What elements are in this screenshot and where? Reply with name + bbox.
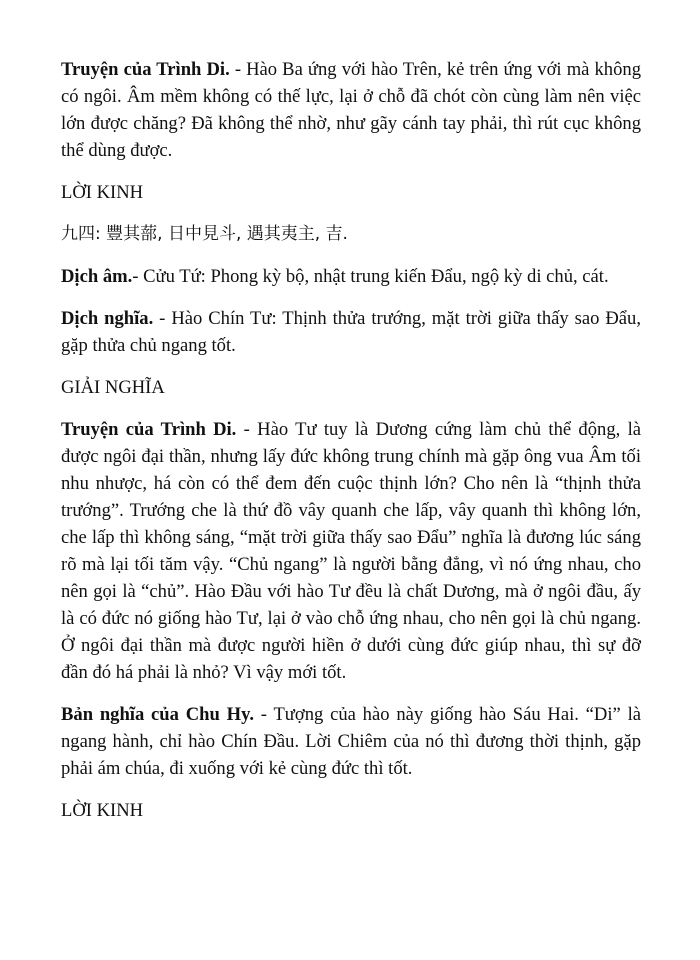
paragraph-dich-nghia: [61, 305, 641, 359]
paragraph-lead: Dịch âm.: [61, 266, 133, 287]
paragraph-lead: Truyện của Trình Di.: [61, 59, 230, 80]
paragraph-dich-am: [61, 263, 641, 290]
paragraph-body: - Cửu Tứ: Phong kỳ bộ, nhật trung kiến Đẩu, ngộ kỳ di chủ, cát.: [132, 266, 609, 287]
paragraph-chu-hy-commentary: [61, 701, 641, 782]
section-heading-giai-nghia: GIẢI NGHĨA: [61, 377, 165, 398]
paragraph-lead: Truyện của Trình Di.: [61, 419, 237, 440]
paragraph-lead: Dịch nghĩa.: [61, 308, 154, 329]
paragraph-body: - Hào Chín Tư: Thịnh thửa trướng, mặt trời giữa thấy sao Đẩu, gặp thửa chủ ngang tốt.: [61, 308, 641, 356]
paragraph-trinh-di-commentary-hao-ba: [61, 56, 641, 164]
paragraph-trinh-di-commentary-hao-tu: [61, 416, 641, 686]
paragraph-body: - Tượng của hào này giống hào Sáu Hai. “Di” là ngang hành, chỉ hào Chín Đầu. Lời Chiêm của nó thì đương thời thịnh, gặp phải ám chúa, đi xuống với kẻ cùng đức thì tốt.: [61, 704, 641, 779]
paragraph-body: - Hào Tư tuy là Dương cứng làm chủ thể động, là được ngôi đại thần, nhưng lấy đức không trung chính mà gặp ông vua Âm tối nhu nhược, há còn có thể đem đến cuộc thịnh lớn? Cho nên là “thịnh thửa trướng”. Trướng che là thứ đồ vây quanh che lấp, vây quanh thì không lớn, che lấp thì không sáng, “mặt trời giữa thấy sao Đẩu” nghĩa là đương lúc sáng rõ mà lại tối tăm vậy. “Chủ ngang” là người bằng đẳng, vì nó ứng nhau, cho nên gọi là “chủ”. Hào Đầu với hào Tư đều là chất Dương, mà ở ngôi đầu, ấy là có đức nó giống hào Tư, lại ở vào chỗ ứng nhau, cho nên gọi là chủ ngang. Ở ngôi đại thần mà được người hiền ở dưới cùng đức giúp nhau, thì sự đỡ đần đó há phải là nhỏ? Vì vậy mới tốt.: [61, 419, 641, 683]
classical-chinese-text: 九四: 豐其蔀, 日中見斗, 遇其夷主, 吉.: [61, 224, 348, 244]
section-heading-loi-kinh-2: LỜI KINH: [61, 800, 144, 821]
paragraph-body: - Hào Ba ứng với hào Trên, kẻ trên ứng với mà không có ngôi. Âm mềm không có thế lực, lại ở chỗ đã chót còn cùng làm nên việc lớn được chăng? Đã không thể nhờ, như gãy cánh tay phải, thì rút cục không thể dùng được.: [61, 59, 641, 161]
section-heading-loi-kinh: LỜI KINH: [61, 182, 144, 203]
document-page: [61, 56, 641, 839]
paragraph-lead: Bản nghĩa của Chu Hy.: [61, 704, 255, 725]
